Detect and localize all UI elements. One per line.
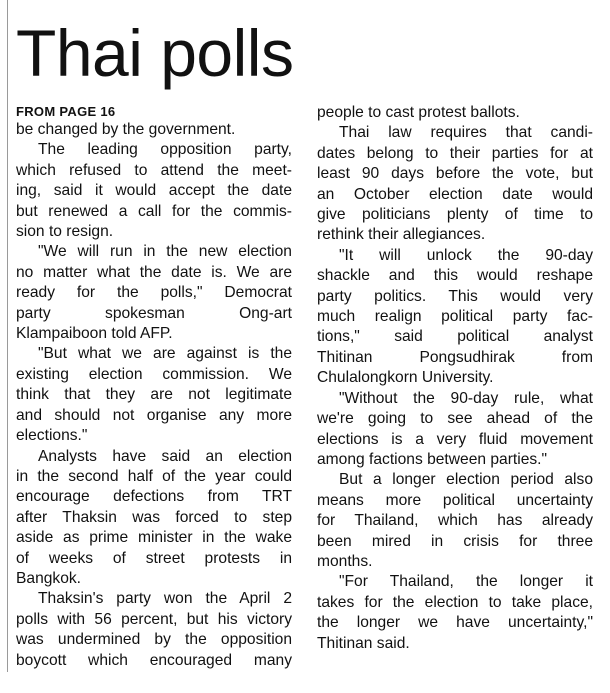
- text-line: The leading opposition party,: [38, 141, 292, 159]
- text-line: think that they are not legitimate: [16, 386, 292, 404]
- text-line: ready for the polls," Democrat: [16, 284, 292, 302]
- text-line: sion to resign.: [16, 223, 114, 241]
- text-line: "But what we are against is the: [38, 345, 292, 363]
- text-line: be changed by the government.: [16, 121, 236, 138]
- text-line: party spokesman Ong-art: [16, 304, 292, 322]
- text-line: encourage defections from TRT: [16, 488, 292, 506]
- text-line: of weeks of street protests in: [16, 549, 292, 567]
- text-line: shackle and this would reshape: [317, 267, 593, 285]
- text-line: but renewed a call for the commis-: [16, 202, 292, 220]
- text-line: Chulalongkorn University.: [317, 369, 494, 387]
- text-line: ing, said it would accept the date: [16, 182, 292, 200]
- text-line: "It will unlock the 90-day: [339, 246, 593, 264]
- text-line: much realign political party fac-: [317, 308, 593, 326]
- text-line: Thitinan Pongsudhirak from: [317, 348, 593, 366]
- text-line: "We will run in the new election: [38, 243, 292, 261]
- text-line: give politicians plenty of time to: [317, 206, 593, 224]
- text-line: rethink their allegiances.: [317, 226, 486, 244]
- text-line: least 90 days before the vote, but: [317, 165, 593, 183]
- article-headline: Thai polls: [16, 16, 294, 90]
- article-column-left: [16, 103, 292, 671]
- text-line: Thitinan said.: [317, 634, 410, 652]
- text-line: "For Thailand, the longer it: [339, 573, 593, 591]
- text-line: the longer we have uncertainty,": [317, 614, 593, 632]
- text-line: was undermined by the opposition: [16, 631, 292, 649]
- text-line: elections is a very fluid movement: [317, 430, 593, 448]
- text-line: in the second half of the year could: [16, 467, 292, 485]
- text-line: and should not organise any more: [16, 406, 292, 424]
- text-line: among factions between parties.": [317, 450, 548, 468]
- text-line: But a longer election period also: [339, 471, 593, 489]
- column-rule: [7, 0, 8, 672]
- article-column-right: [317, 103, 593, 654]
- text-line: no matter what the date is. We are: [16, 263, 292, 281]
- text-line: after Thaksin was forced to step: [16, 508, 292, 526]
- text-line: Thaksin's party won the April 2: [38, 590, 292, 608]
- text-line: an October election date would: [317, 185, 593, 203]
- text-line: "Without the 90-day rule, what: [339, 389, 593, 407]
- continuation-kicker: FROM PAGE 16: [16, 104, 116, 119]
- text-line: for Thailand, which has already: [317, 512, 593, 530]
- text-line: elections.": [16, 427, 88, 445]
- text-line: aside as prime minister in the wake: [16, 529, 292, 547]
- text-line: dates belong to their parties for at: [317, 144, 593, 162]
- text-line: takes for the election to take place,: [317, 593, 593, 611]
- text-line: been mired in crisis for three: [317, 532, 593, 550]
- text-line: which refused to attend the meet-: [16, 161, 292, 179]
- text-line: party politics. This would very: [317, 287, 593, 305]
- text-line: Bangkok.: [16, 569, 82, 587]
- text-line: months.: [317, 552, 373, 570]
- text-line: we're going to see ahead of the: [317, 410, 593, 428]
- text-line: Klampaiboon told AFP.: [16, 325, 173, 343]
- text-line: existing election commission. We: [16, 365, 292, 383]
- text-line: people to cast protest ballots.: [317, 104, 520, 121]
- text-line: Thai law requires that candi-: [339, 124, 593, 142]
- text-line: tions," said political analyst: [317, 328, 593, 346]
- text-line: polls with 56 percent, but his victory: [16, 610, 292, 628]
- text-line: boycott which encouraged many: [16, 651, 292, 669]
- text-line: means more political uncertainty: [317, 491, 593, 509]
- text-line: Analysts have said an election: [38, 447, 292, 465]
